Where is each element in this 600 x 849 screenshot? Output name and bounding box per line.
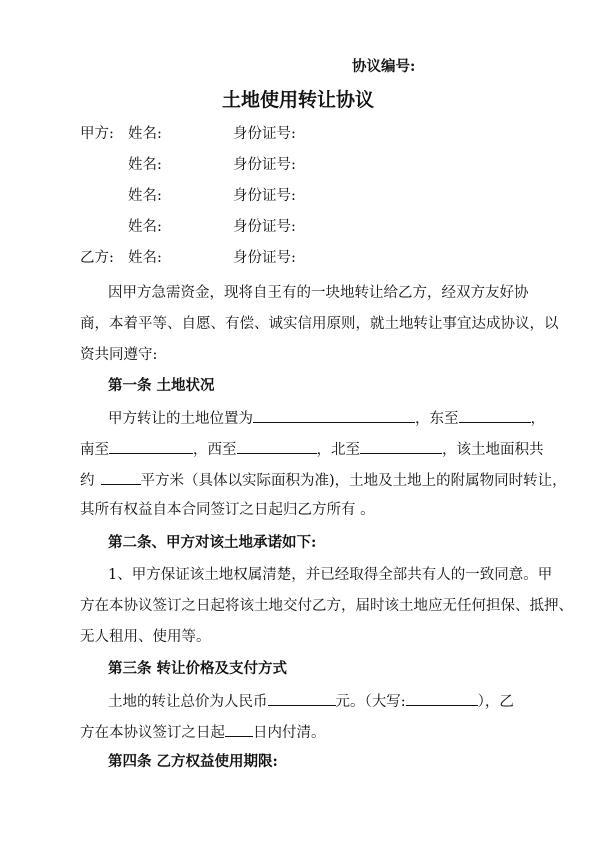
article-2-heading: 第二条、甲方对该土地承诺如下: [108, 534, 317, 551]
land-location-line [108, 407, 545, 429]
west-label: ，西至 [193, 442, 237, 458]
payment-suffix: 日内付清。 [253, 725, 326, 741]
land-location-blank[interactable] [253, 407, 415, 423]
price-label: 土地的转让总价为人民币 [108, 694, 268, 710]
party-b-name-label: 姓名: [128, 250, 162, 266]
north-blank[interactable] [360, 438, 442, 454]
article-1-heading: 第一条 土地状况 [108, 377, 215, 394]
price-unit-label: 元。（大写: [335, 694, 406, 710]
party-a-id-label: 身份证号: [233, 219, 296, 235]
party-a-id-label: 身份证号: [233, 157, 296, 173]
article-3-heading: 第三条 转让价格及支付方式 [108, 660, 288, 677]
payment-label: 方在本协议签订之日起 [80, 725, 225, 741]
article-2-line-1: 1、甲方保证该土地权属清楚，并已经取得全部共有人的一致同意。甲 [108, 567, 553, 583]
area-label: ，该土地面积共 [442, 442, 544, 458]
boundary-line [80, 438, 544, 460]
ownership-line: 其所有权益自本合同签订之日起归乙方所有 。 [80, 502, 375, 518]
price-line [108, 690, 514, 712]
intro-line-1: 因甲方急需资金，现将自王有的一块地转让给乙方，经双方友好协 [108, 285, 529, 301]
area-blank[interactable] [101, 469, 141, 485]
intro-line-2: 商，本着平等、自愿、有偿、诚实信用原则，就土地转让事宜达成协议，以 [80, 316, 559, 332]
east-label: ，东至 [415, 411, 459, 427]
page-title: 土地使用转让协议 [222, 89, 375, 111]
area-line [80, 469, 567, 491]
approx-label: 约 [80, 473, 95, 489]
party-a-id-label: 身份证号: [233, 126, 296, 142]
land-location-label: 甲方转让的土地位置为 [108, 411, 253, 427]
party-a-name-label: 姓名: [128, 126, 162, 142]
article-2-line-2: 方在本协议签订之日起将该土地交付乙方，届时该土地应无任何担保、抵押、 [80, 598, 573, 614]
article-4-heading: 第四条 乙方权益使用期限: [108, 753, 278, 770]
intro-line-3: 资共同遵守: [80, 347, 158, 363]
south-label: 南至 [80, 442, 109, 458]
party-a-name-label: 姓名: [128, 188, 162, 204]
payment-days-blank[interactable] [225, 721, 253, 737]
article-2-line-3: 无人租用、使用等。 [80, 629, 211, 645]
south-blank[interactable] [109, 438, 193, 454]
north-label: ，北至 [316, 442, 360, 458]
party-a-label: 甲方: [80, 126, 114, 142]
price-close: ），乙 [477, 694, 514, 710]
price-uppercase-blank[interactable] [406, 690, 478, 706]
party-a-name-label: 姓名: [128, 219, 162, 235]
party-b-id-label: 身份证号: [233, 250, 296, 266]
party-a-id-label: 身份证号: [233, 188, 296, 204]
party-a-name-label: 姓名: [128, 157, 162, 173]
agreement-number-label: 协议编号: [352, 58, 416, 75]
comma: ， [530, 411, 545, 427]
west-blank[interactable] [237, 438, 317, 454]
area-unit-text: 平方米（具体以实际面积为准)，土地及土地上的附属物同时转让， [140, 473, 567, 489]
east-blank[interactable] [459, 407, 531, 423]
party-b-label: 乙方: [80, 250, 114, 266]
payment-line [80, 721, 326, 743]
price-amount-blank[interactable] [268, 690, 336, 706]
